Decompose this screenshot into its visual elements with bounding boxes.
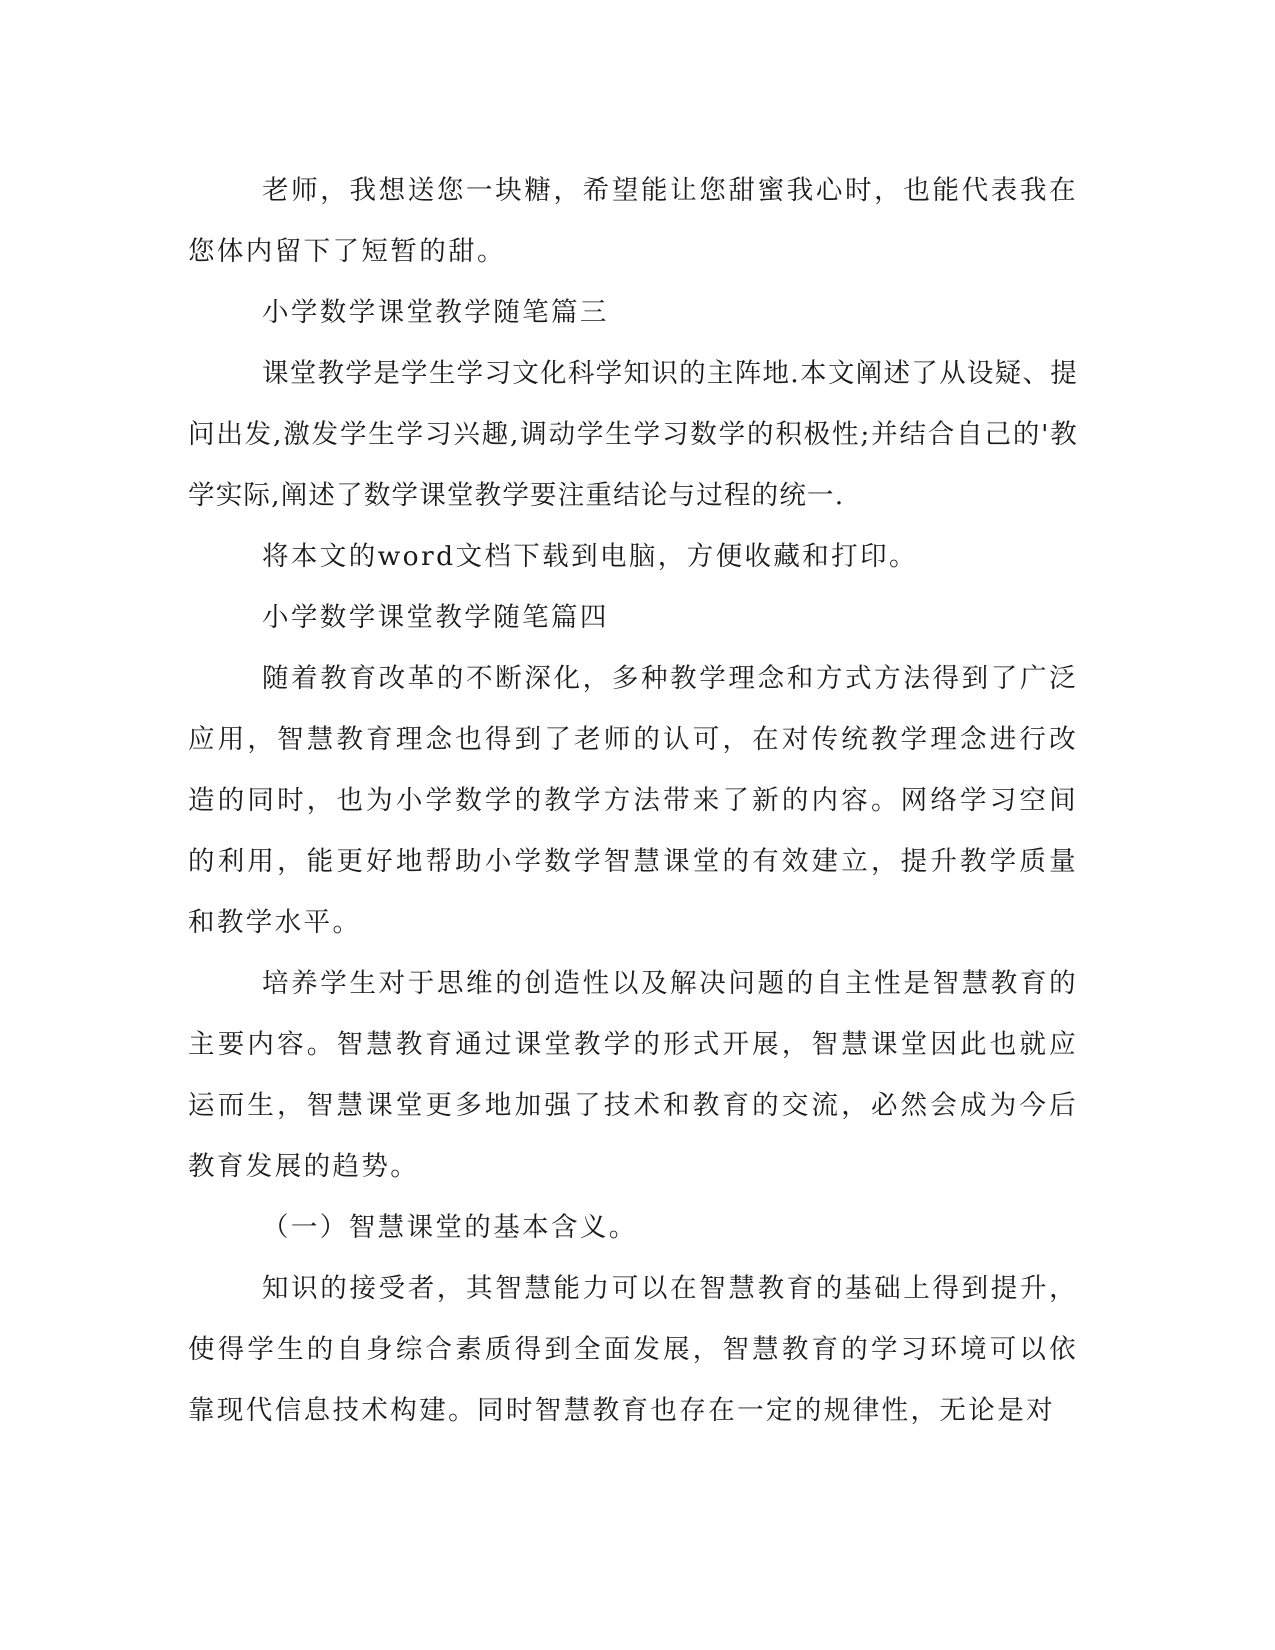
section-heading-part-four: 小学数学课堂教学随笔篇四 xyxy=(262,602,609,633)
paragraph-knowledge-receiver: 知识的接受者，其智慧能力可以在智慧教育的基础上得到提升，使得学生的自身综合素质得到全面发展，智慧教育的学习环境可以依靠现代信息技术构建。同时智慧教育也存在一定的规律性，无论是对 xyxy=(188,1273,1078,1426)
paragraph-education-reform: 随着教育改革的不断深化，多种教学理念和方式方法得到了广泛应用，智慧教育理念也得到了老师的认可，在对传统教学理念进行改造的同时，也为小学数学的教学方法带来了新的内容。网络学习空间的利用，能更好地帮助小学数学智慧课堂的有效建立，提升教学质量和教学水平。 xyxy=(188,663,1078,938)
paragraph-download-note: 将本文的word文档下载到电脑，方便收藏和打印。 xyxy=(262,541,918,572)
section-heading-part-three: 小学数学课堂教学随笔篇三 xyxy=(262,297,609,328)
subheading-smart-classroom-meaning: （一）智慧课堂的基本含义。 xyxy=(262,1212,638,1243)
paragraph-classroom-teaching: 课堂教学是学生学习文化科学知识的主阵地.本文阐述了从设疑、提问出发,激发学生学习兴趣,调动学生学习数学的积极性;并结合自己的'教学实际,阐述了数学课堂教学要注重结论与过程的统一. xyxy=(188,358,1078,511)
document-body xyxy=(188,160,1078,1441)
paragraph-smart-education: 培养学生对于思维的创造性以及解决问题的自主性是智慧教育的主要内容。智慧教育通过课堂教学的形式开展，智慧课堂因此也就应运而生，智慧课堂更多地加强了技术和教育的交流，必然会成为今后教育发展的趋势。 xyxy=(188,968,1078,1182)
paragraph-candy: 老师，我想送您一块糖，希望能让您甜蜜我心时，也能代表我在您体内留下了短暂的甜。 xyxy=(188,175,1078,267)
